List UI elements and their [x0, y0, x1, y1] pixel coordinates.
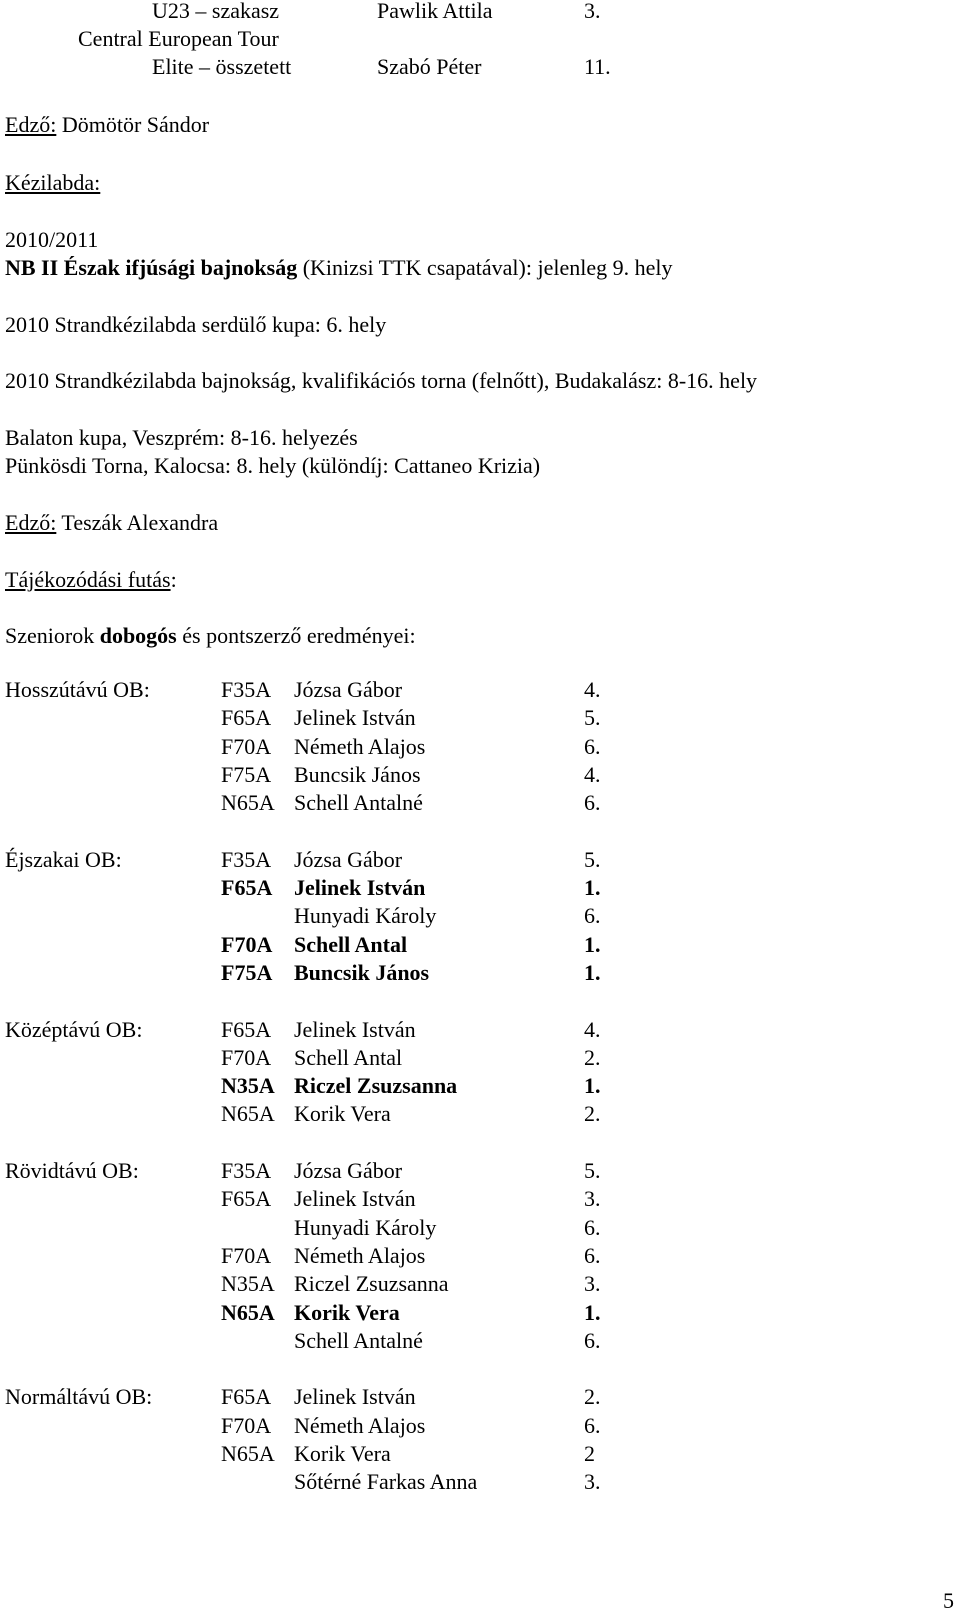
result-name: Németh Alajos — [294, 1413, 426, 1438]
result-name: Buncsik János — [294, 960, 430, 985]
result-place: 6. — [584, 790, 601, 815]
orienteering-heading: Tájékozódási futás — [5, 567, 171, 592]
result-place: 6. — [584, 903, 601, 928]
orienteering-heading-colon: : — [170, 567, 177, 592]
result-name: Jelinek István — [294, 705, 416, 730]
result-name: Riczel Zsuzsanna — [294, 1073, 458, 1098]
result-category: F35A — [221, 1158, 272, 1183]
result-place: 6. — [584, 1243, 601, 1268]
intro-part-a: Szeniorok — [5, 623, 100, 648]
result-category: F65A — [221, 875, 273, 900]
result-category: F70A — [221, 1243, 272, 1268]
result-category: N35A — [221, 1073, 275, 1098]
result-category: N65A — [221, 1101, 275, 1126]
result-name: Józsa Gábor — [294, 847, 403, 872]
page-number: 5 — [943, 1588, 954, 1613]
result-name: Jelinek István — [294, 875, 426, 900]
result-category: N65A — [221, 1300, 275, 1325]
result-place: 5. — [584, 705, 601, 730]
handball-result-4: Pünkösdi Torna, Kalocsa: 8. hely (különdíj: Cattaneo Krizia) — [5, 453, 541, 478]
result-name: Schell Antalné — [294, 790, 423, 815]
result-place: 2 — [584, 1441, 595, 1466]
intro-part-bold: dobogós — [99, 623, 177, 648]
result-name: Németh Alajos — [294, 1243, 426, 1268]
result-place: 1. — [584, 1073, 601, 1098]
intro-part-c: és pontszerző eredményei: — [176, 623, 416, 648]
result-category: F70A — [221, 932, 273, 957]
result-name: Józsa Gábor — [294, 677, 403, 702]
result-place: 6. — [584, 734, 601, 759]
result-name: Riczel Zsuzsanna — [294, 1271, 449, 1296]
orienteering-intro — [5, 621, 416, 650]
result-category: N65A — [221, 790, 275, 815]
result-place: 5. — [584, 1158, 601, 1183]
result-name: Józsa Gábor — [294, 1158, 403, 1183]
handball-result-2: 2010 Strandkézilabda bajnokság, kvalifikációs torna (felnőtt), Budakalász: 8-16. hely — [5, 368, 758, 393]
result-place: 4. — [584, 762, 601, 787]
result-place: 4. — [584, 677, 601, 702]
result-name: Korik Vera — [294, 1101, 391, 1126]
result-place: 1. — [584, 960, 601, 985]
result-category: F65A — [221, 1186, 272, 1211]
result-category: F75A — [221, 960, 273, 985]
event-label: Normáltávú OB: — [5, 1384, 153, 1409]
result-place: 6. — [584, 1328, 601, 1353]
result-place: 6. — [584, 1215, 601, 1240]
result-name: Buncsik János — [294, 762, 421, 787]
handball-nb-line — [5, 253, 673, 282]
result-place: 6. — [584, 1413, 601, 1438]
coach-label: Edző: — [5, 510, 57, 535]
event-label: Középtávú OB: — [5, 1017, 143, 1042]
result-place: 3. — [584, 1469, 601, 1494]
result-name: Schell Antal — [294, 1045, 403, 1070]
result-name: Jelinek István — [294, 1384, 416, 1409]
result-place: 1. — [584, 1300, 601, 1325]
result-place: 4. — [584, 1017, 601, 1042]
result-category: F35A — [221, 847, 272, 872]
result-place: 3. — [584, 1186, 601, 1211]
result-category: F65A — [221, 1384, 272, 1409]
result-category: F70A — [221, 734, 272, 759]
result-name: Korik Vera — [294, 1441, 391, 1466]
result-place: 3. — [584, 1271, 601, 1296]
result-name: Hunyadi Károly — [294, 903, 437, 928]
nb-league-name: NB II Észak ifjúsági bajnokság — [5, 255, 298, 280]
event-label: Rövidtávú OB: — [5, 1158, 139, 1183]
result-name: Schell Antalné — [294, 1328, 423, 1353]
top-row-a-2: Elite – összetett — [152, 54, 292, 79]
top-row-b-0: Pawlik Attila — [377, 0, 493, 23]
result-name: Hunyadi Károly — [294, 1215, 437, 1240]
result-place: 1. — [584, 932, 601, 957]
result-place: 2. — [584, 1045, 601, 1070]
result-category: N35A — [221, 1271, 275, 1296]
result-place: 2. — [584, 1101, 601, 1126]
coach-name: Teszák Alexandra — [56, 510, 219, 535]
result-name: Korik Vera — [294, 1300, 400, 1325]
event-label: Éjszakai OB: — [5, 847, 122, 872]
top-row-a-0: U23 – szakasz — [152, 0, 280, 23]
coach-line-2 — [5, 508, 218, 537]
top-row-c-2: 11. — [584, 54, 611, 79]
handball-season: 2010/2011 — [5, 227, 99, 252]
result-name: Jelinek István — [294, 1186, 416, 1211]
result-category: F35A — [221, 677, 272, 702]
result-category: F75A — [221, 762, 272, 787]
result-category: F70A — [221, 1045, 272, 1070]
orienteering-heading-line — [5, 565, 177, 594]
top-row-a-1: Central European Tour — [78, 26, 279, 51]
result-name: Schell Antal — [294, 932, 408, 957]
result-name: Németh Alajos — [294, 734, 426, 759]
handball-result-3: Balaton kupa, Veszprém: 8-16. helyezés — [5, 425, 358, 450]
result-place: 1. — [584, 875, 601, 900]
nb-league-detail: (Kinizsi TTK csapatával): jelenleg 9. hely — [297, 255, 673, 280]
coach-name: Dömötör Sándor — [56, 112, 210, 137]
handball-result-1: 2010 Strandkézilabda serdülő kupa: 6. hely — [5, 312, 387, 337]
handball-heading: Kézilabda: — [5, 170, 101, 195]
coach-label: Edző: — [5, 112, 57, 137]
result-category: F70A — [221, 1413, 272, 1438]
result-category: F65A — [221, 705, 272, 730]
result-place: 5. — [584, 847, 601, 872]
result-place: 2. — [584, 1384, 601, 1409]
result-name: Jelinek István — [294, 1017, 416, 1042]
coach-line-1 — [5, 110, 209, 139]
event-label: Hosszútávú OB: — [5, 677, 150, 702]
top-row-b-2: Szabó Péter — [377, 54, 482, 79]
result-category: N65A — [221, 1441, 275, 1466]
top-row-c-0: 3. — [584, 0, 601, 23]
result-name: Sőtérné Farkas Anna — [294, 1469, 478, 1494]
result-category: F65A — [221, 1017, 272, 1042]
